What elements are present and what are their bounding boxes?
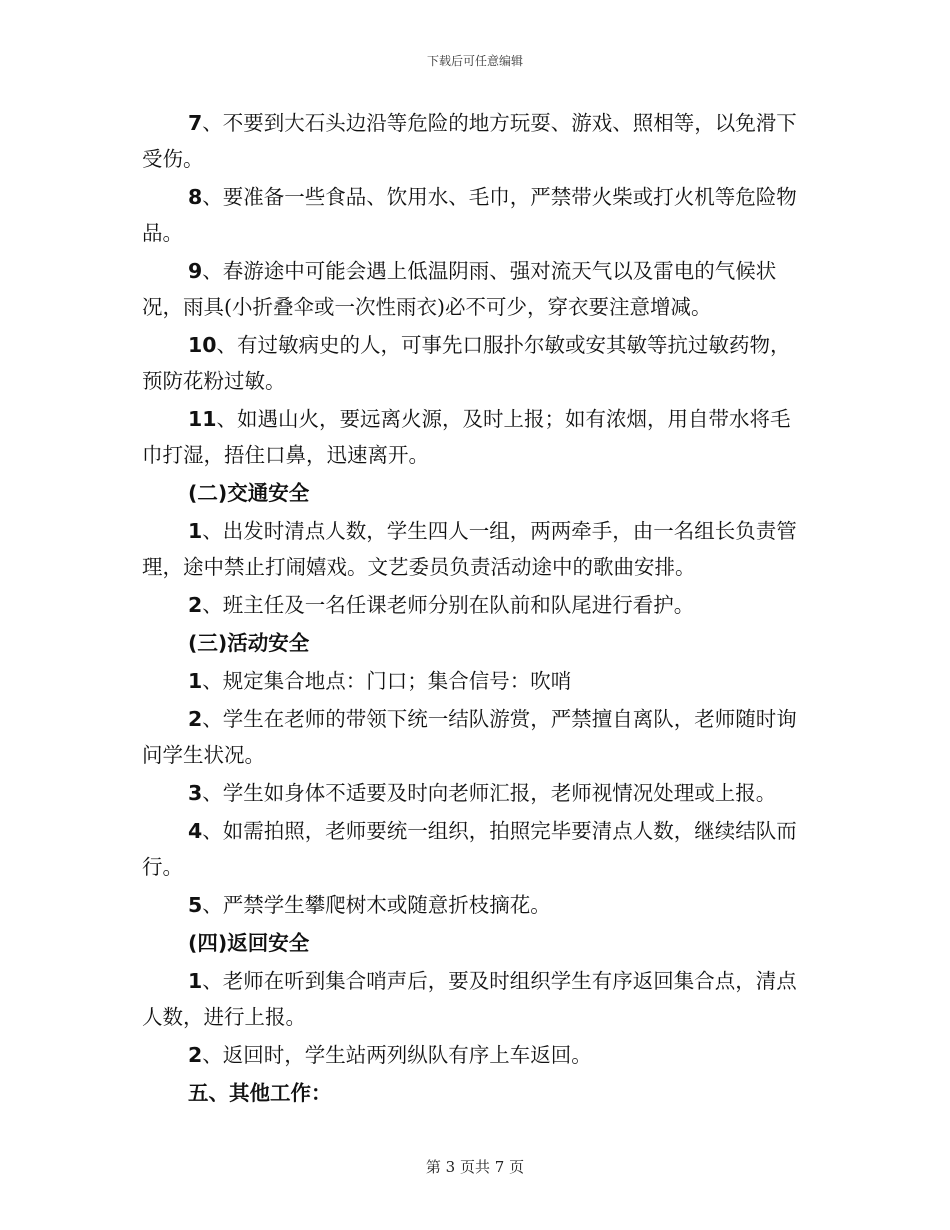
- list-item: [142, 253, 807, 325]
- item-text: 、班主任及一名任课老师分别在队前和队尾进行看护。: [202, 593, 695, 617]
- item-number: 1: [188, 969, 203, 993]
- list-item: [142, 663, 807, 699]
- list-item: [142, 1037, 807, 1073]
- item-text: 、如需拍照，老师要统一组织，拍照完毕要清点人数，继续结队而行。: [142, 819, 797, 879]
- item-text: 、有过敏病史的人，可事先口服扑尔敏或安其敏等抗过敏药物，预防花粉过敏。: [142, 333, 791, 393]
- list-item: [142, 105, 807, 177]
- item-number: 2: [188, 707, 203, 731]
- item-text: 、要准备一些食品、饮用水、毛巾，严禁带火柴或打火机等危险物品。: [142, 185, 797, 245]
- list-item: [142, 775, 807, 811]
- item-text: 、出发时清点人数，学生四人一组，两两牵手，由一名组长负责管理，途中禁止打闹嬉戏。文艺委员负责活动途中的歌曲安排。: [142, 519, 797, 579]
- item-text: 、如遇山火，要远离火源，及时上报；如有浓烟，用自带水将毛巾打湿，捂住口鼻，迅速离开。: [142, 407, 791, 467]
- item-number: 4: [188, 819, 203, 843]
- item-number: 5: [188, 893, 203, 917]
- item-number: 11: [188, 407, 217, 431]
- section-heading: (二)交通安全: [188, 481, 310, 505]
- item-text: 、学生如身体不适要及时向老师汇报，老师视情况处理或上报。: [202, 781, 777, 805]
- item-text: 、返回时，学生站两列纵队有序上车返回。: [202, 1043, 592, 1067]
- item-number: 10: [188, 333, 217, 357]
- list-item: [142, 701, 807, 773]
- item-text: 、老师在听到集合哨声后，要及时组织学生有序返回集合点，清点人数，进行上报。: [142, 969, 797, 1029]
- item-text: 、不要到大石头边沿等危险的地方玩耍、游戏、照相等，以免滑下受伤。: [142, 111, 797, 171]
- section-heading: (四)返回安全: [188, 931, 310, 955]
- section-heading: (三)活动安全: [188, 631, 310, 655]
- list-item: [142, 401, 807, 473]
- item-number: 1: [188, 669, 203, 693]
- item-text: 、严禁学生攀爬树木或随意折枝摘花。: [202, 893, 551, 917]
- item-text: 、春游途中可能会遇上低温阴雨、强对流天气以及雷电的气候状况，雨具(小折叠伞或一次性雨衣)必不可少，穿衣要注意增减。: [142, 259, 777, 319]
- item-number: 3: [188, 781, 203, 805]
- item-text: 、规定集合地点：门口；集合信号：吹哨: [202, 669, 572, 693]
- list-item: [142, 963, 807, 1035]
- list-item: [142, 587, 807, 623]
- section-heading: 五、其他工作：: [188, 1081, 332, 1105]
- list-item: [142, 179, 807, 251]
- page-header: 下载后可任意编辑: [426, 54, 523, 68]
- list-item: [142, 887, 807, 923]
- item-number: 7: [188, 111, 203, 135]
- item-number: 1: [188, 519, 203, 543]
- list-item: [142, 813, 807, 885]
- list-item: [142, 327, 807, 399]
- document-body: [142, 105, 807, 1113]
- list-item: [142, 513, 807, 585]
- item-number: 8: [188, 185, 203, 209]
- item-number: 9: [188, 259, 203, 283]
- item-number: 2: [188, 593, 203, 617]
- item-number: 2: [188, 1043, 203, 1067]
- item-text: 、学生在老师的带领下统一结队游赏，严禁擅自离队，老师随时询问学生状况。: [142, 707, 797, 767]
- page-footer: 第 3 页共 7 页: [425, 1158, 525, 1176]
